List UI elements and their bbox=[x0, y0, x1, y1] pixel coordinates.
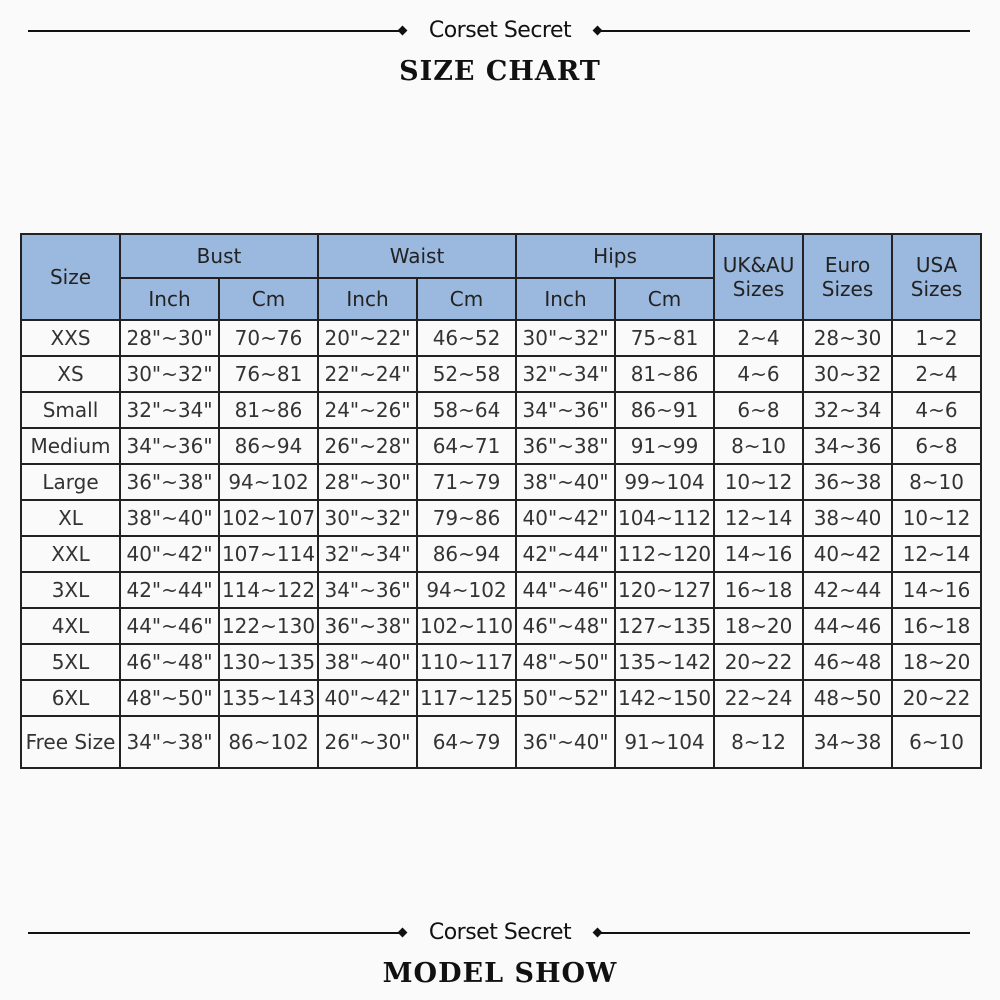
hips-cm-cell: 91~99 bbox=[615, 428, 714, 464]
hips-inch-cell: 30"~32" bbox=[516, 320, 615, 356]
waist-inch-cell: 36"~38" bbox=[318, 608, 417, 644]
waist-header: Waist bbox=[318, 234, 516, 278]
waist-inch-cell: 28"~30" bbox=[318, 464, 417, 500]
size-cell: 3XL bbox=[21, 572, 120, 608]
table-row bbox=[21, 428, 981, 464]
waist-inch-cell: 24"~26" bbox=[318, 392, 417, 428]
bust-cm-cell: 107~114 bbox=[219, 536, 318, 572]
bust-inch-cell: 40"~42" bbox=[120, 536, 219, 572]
waist-inch-header: Inch bbox=[318, 278, 417, 320]
waist-cm-header: Cm bbox=[417, 278, 516, 320]
usa-cell: 18~20 bbox=[892, 644, 981, 680]
waist-inch-cell: 38"~40" bbox=[318, 644, 417, 680]
uk-au-cell: 10~12 bbox=[714, 464, 803, 500]
size-cell: Free Size bbox=[21, 716, 120, 768]
usa-cell: 8~10 bbox=[892, 464, 981, 500]
bust-header: Bust bbox=[120, 234, 318, 278]
hips-cm-cell: 91~104 bbox=[615, 716, 714, 768]
waist-inch-cell: 32"~34" bbox=[318, 536, 417, 572]
bust-inch-cell: 34"~36" bbox=[120, 428, 219, 464]
table-row bbox=[21, 608, 981, 644]
bust-inch-header: Inch bbox=[120, 278, 219, 320]
bust-inch-cell: 28"~30" bbox=[120, 320, 219, 356]
waist-cm-cell: 102~110 bbox=[417, 608, 516, 644]
table-row bbox=[21, 392, 981, 428]
waist-inch-cell: 26"~30" bbox=[318, 716, 417, 768]
bust-cm-cell: 114~122 bbox=[219, 572, 318, 608]
size-cell: XXS bbox=[21, 320, 120, 356]
bust-cm-cell: 76~81 bbox=[219, 356, 318, 392]
model-show-heading: MODEL SHOW bbox=[382, 958, 618, 989]
bust-inch-cell: 42"~44" bbox=[120, 572, 219, 608]
uk-au-cell: 6~8 bbox=[714, 392, 803, 428]
bust-cm-cell: 130~135 bbox=[219, 644, 318, 680]
usa-cell: 14~16 bbox=[892, 572, 981, 608]
size-cell: 6XL bbox=[21, 680, 120, 716]
usa-cell: 20~22 bbox=[892, 680, 981, 716]
brand-name: Corset Secret bbox=[428, 18, 572, 43]
waist-cm-cell: 46~52 bbox=[417, 320, 516, 356]
bust-inch-cell: 48"~50" bbox=[120, 680, 219, 716]
hips-inch-cell: 42"~44" bbox=[516, 536, 615, 572]
waist-cm-cell: 58~64 bbox=[417, 392, 516, 428]
hips-cm-cell: 86~91 bbox=[615, 392, 714, 428]
bust-cm-cell: 86~102 bbox=[219, 716, 318, 768]
bust-cm-cell: 102~107 bbox=[219, 500, 318, 536]
bust-inch-cell: 36"~38" bbox=[120, 464, 219, 500]
waist-inch-cell: 40"~42" bbox=[318, 680, 417, 716]
usa-cell: 16~18 bbox=[892, 608, 981, 644]
waist-inch-cell: 22"~24" bbox=[318, 356, 417, 392]
waist-cm-cell: 79~86 bbox=[417, 500, 516, 536]
hips-cm-cell: 127~135 bbox=[615, 608, 714, 644]
table-row bbox=[21, 320, 981, 356]
table-row bbox=[21, 464, 981, 500]
hips-inch-cell: 34"~36" bbox=[516, 392, 615, 428]
usa-cell: 2~4 bbox=[892, 356, 981, 392]
bust-cm-header: Cm bbox=[219, 278, 318, 320]
divider-line-left bbox=[28, 932, 403, 934]
hips-inch-cell: 50"~52" bbox=[516, 680, 615, 716]
size-cell: Large bbox=[21, 464, 120, 500]
waist-cm-cell: 86~94 bbox=[417, 536, 516, 572]
euro-cell: 48~50 bbox=[803, 680, 892, 716]
euro-cell: 46~48 bbox=[803, 644, 892, 680]
size-cell: 4XL bbox=[21, 608, 120, 644]
euro-cell: 30~32 bbox=[803, 356, 892, 392]
hips-cm-cell: 75~81 bbox=[615, 320, 714, 356]
table-row bbox=[21, 356, 981, 392]
uk-au-cell: 18~20 bbox=[714, 608, 803, 644]
hips-header: Hips bbox=[516, 234, 714, 278]
size-cell: XS bbox=[21, 356, 120, 392]
bust-inch-cell: 34"~38" bbox=[120, 716, 219, 768]
bust-cm-cell: 135~143 bbox=[219, 680, 318, 716]
brand-name: Corset Secret bbox=[428, 920, 572, 945]
hips-cm-cell: 104~112 bbox=[615, 500, 714, 536]
table-row bbox=[21, 536, 981, 572]
waist-inch-cell: 34"~36" bbox=[318, 572, 417, 608]
hips-inch-cell: 32"~34" bbox=[516, 356, 615, 392]
top-brand-divider bbox=[0, 16, 1000, 46]
euro-cell: 32~34 bbox=[803, 392, 892, 428]
divider-line-left bbox=[28, 30, 403, 32]
uk-au-cell: 8~10 bbox=[714, 428, 803, 464]
hips-inch-cell: 36"~40" bbox=[516, 716, 615, 768]
uk-au-cell: 2~4 bbox=[714, 320, 803, 356]
waist-inch-cell: 20"~22" bbox=[318, 320, 417, 356]
waist-inch-cell: 26"~28" bbox=[318, 428, 417, 464]
bust-inch-cell: 32"~34" bbox=[120, 392, 219, 428]
hips-cm-cell: 135~142 bbox=[615, 644, 714, 680]
table-row bbox=[21, 680, 981, 716]
divider-line-right bbox=[598, 932, 970, 934]
hips-inch-cell: 40"~42" bbox=[516, 500, 615, 536]
uk-au-cell: 20~22 bbox=[714, 644, 803, 680]
waist-cm-cell: 117~125 bbox=[417, 680, 516, 716]
size-table-body bbox=[21, 320, 981, 768]
euro-cell: 28~30 bbox=[803, 320, 892, 356]
bust-inch-cell: 44"~46" bbox=[120, 608, 219, 644]
usa-cell: 4~6 bbox=[892, 392, 981, 428]
divider-line-right bbox=[598, 30, 970, 32]
table-row bbox=[21, 500, 981, 536]
uk-au-sizes-header: UK&AU Sizes bbox=[714, 234, 803, 320]
hips-cm-cell: 99~104 bbox=[615, 464, 714, 500]
euro-cell: 42~44 bbox=[803, 572, 892, 608]
hips-inch-cell: 36"~38" bbox=[516, 428, 615, 464]
size-chart-table bbox=[20, 233, 982, 769]
euro-cell: 34~38 bbox=[803, 716, 892, 768]
euro-cell: 44~46 bbox=[803, 608, 892, 644]
size-cell: Small bbox=[21, 392, 120, 428]
table-row bbox=[21, 644, 981, 680]
hips-inch-cell: 38"~40" bbox=[516, 464, 615, 500]
bust-inch-cell: 46"~48" bbox=[120, 644, 219, 680]
bust-cm-cell: 81~86 bbox=[219, 392, 318, 428]
bust-inch-cell: 30"~32" bbox=[120, 356, 219, 392]
size-header: Size bbox=[21, 234, 120, 320]
euro-cell: 36~38 bbox=[803, 464, 892, 500]
waist-cm-cell: 64~71 bbox=[417, 428, 516, 464]
table-row bbox=[21, 572, 981, 608]
hips-inch-cell: 48"~50" bbox=[516, 644, 615, 680]
usa-cell: 10~12 bbox=[892, 500, 981, 536]
hips-inch-cell: 46"~48" bbox=[516, 608, 615, 644]
bust-cm-cell: 86~94 bbox=[219, 428, 318, 464]
bust-cm-cell: 70~76 bbox=[219, 320, 318, 356]
uk-au-cell: 8~12 bbox=[714, 716, 803, 768]
bust-cm-cell: 94~102 bbox=[219, 464, 318, 500]
size-cell: Medium bbox=[21, 428, 120, 464]
waist-inch-cell: 30"~32" bbox=[318, 500, 417, 536]
size-cell: 5XL bbox=[21, 644, 120, 680]
uk-au-cell: 12~14 bbox=[714, 500, 803, 536]
uk-au-cell: 16~18 bbox=[714, 572, 803, 608]
waist-cm-cell: 94~102 bbox=[417, 572, 516, 608]
uk-au-cell: 22~24 bbox=[714, 680, 803, 716]
size-cell: XXL bbox=[21, 536, 120, 572]
hips-cm-header: Cm bbox=[615, 278, 714, 320]
uk-au-cell: 14~16 bbox=[714, 536, 803, 572]
euro-cell: 40~42 bbox=[803, 536, 892, 572]
waist-cm-cell: 71~79 bbox=[417, 464, 516, 500]
uk-au-cell: 4~6 bbox=[714, 356, 803, 392]
hips-inch-cell: 44"~46" bbox=[516, 572, 615, 608]
hips-cm-cell: 81~86 bbox=[615, 356, 714, 392]
hips-cm-cell: 142~150 bbox=[615, 680, 714, 716]
euro-cell: 38~40 bbox=[803, 500, 892, 536]
bust-inch-cell: 38"~40" bbox=[120, 500, 219, 536]
usa-cell: 6~8 bbox=[892, 428, 981, 464]
hips-cm-cell: 112~120 bbox=[615, 536, 714, 572]
usa-cell: 12~14 bbox=[892, 536, 981, 572]
bottom-brand-divider bbox=[0, 918, 1000, 948]
usa-cell: 6~10 bbox=[892, 716, 981, 768]
hips-cm-cell: 120~127 bbox=[615, 572, 714, 608]
waist-cm-cell: 64~79 bbox=[417, 716, 516, 768]
usa-cell: 1~2 bbox=[892, 320, 981, 356]
table-row bbox=[21, 716, 981, 768]
hips-inch-header: Inch bbox=[516, 278, 615, 320]
waist-cm-cell: 52~58 bbox=[417, 356, 516, 392]
bust-cm-cell: 122~130 bbox=[219, 608, 318, 644]
usa-sizes-header: USA Sizes bbox=[892, 234, 981, 320]
euro-sizes-header: Euro Sizes bbox=[803, 234, 892, 320]
waist-cm-cell: 110~117 bbox=[417, 644, 516, 680]
size-cell: XL bbox=[21, 500, 120, 536]
size-chart-heading: SIZE CHART bbox=[399, 56, 601, 87]
euro-cell: 34~36 bbox=[803, 428, 892, 464]
